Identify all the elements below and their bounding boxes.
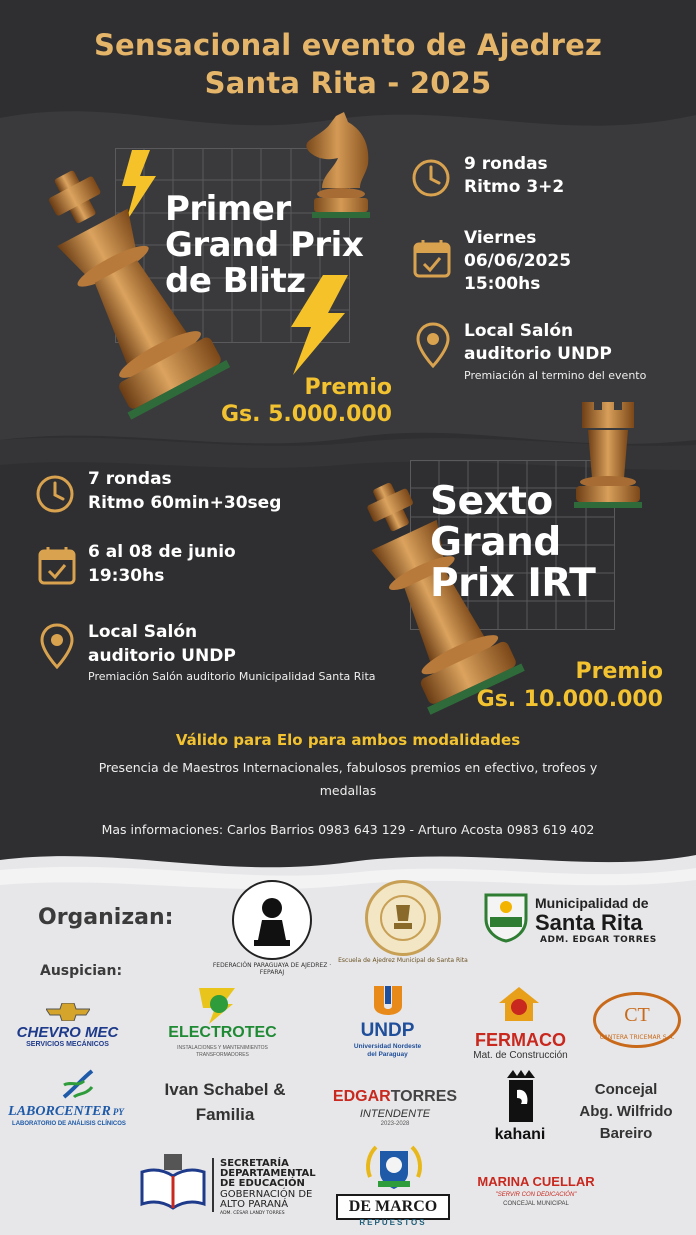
dna-icon bbox=[56, 1067, 100, 1101]
escuela-logo bbox=[338, 880, 468, 964]
irt-venue-line-2: auditorio UNDP bbox=[88, 646, 236, 666]
header-line-1: Sensacional evento de Ajedrez bbox=[93, 28, 603, 62]
trophy-icon bbox=[368, 883, 438, 953]
kahani-logo bbox=[503, 1068, 539, 1126]
location-pin-icon bbox=[416, 322, 450, 368]
blitz-title-line-1: Primer bbox=[165, 189, 291, 229]
blitz-prize-amount: Gs. 5.000.000 bbox=[220, 402, 392, 427]
concejal-line-2: Abg. Wilfrido bbox=[579, 1103, 673, 1120]
blitz-prize-label: Premio bbox=[304, 375, 392, 400]
feparaj-logo bbox=[212, 880, 332, 976]
escuela-text: Escuela de Ajedrez Municipal de Santa Rita bbox=[338, 957, 468, 964]
municipalidad-line-1: Municipalidad de bbox=[535, 895, 649, 911]
secretaria-line-4: GOBERNACIÓN DE bbox=[220, 1189, 313, 1200]
irt-rhythm: Ritmo 60min+30seg bbox=[88, 493, 282, 513]
de-marco-logo bbox=[364, 1143, 424, 1195]
concejal-line-1: Concejal bbox=[594, 1081, 658, 1098]
chess-pawn-icon bbox=[234, 882, 310, 958]
chevro-mec-name: CHEVRO MEC bbox=[16, 1024, 119, 1041]
municipalidad-line-3: ADM. EDGAR TORRES bbox=[540, 935, 657, 945]
ivan-schabel-line-1: Ivan Schabel & bbox=[164, 1080, 286, 1099]
house-icon bbox=[497, 985, 541, 1023]
sponsors-label: Auspician: bbox=[40, 963, 123, 979]
chevro-mec-sub: SERVICIOS MECÁNICOS bbox=[26, 1041, 109, 1048]
secretaria-divider bbox=[212, 1158, 214, 1212]
irt-title-line-3: Prix IRT bbox=[430, 561, 596, 606]
ivan-schabel-line-2: Familia bbox=[195, 1105, 255, 1124]
undp-emblem bbox=[370, 982, 406, 1018]
irt-prize-amount: Gs. 10.000.000 bbox=[476, 687, 663, 712]
blitz-date: 06/06/2025 bbox=[464, 251, 572, 271]
marina-cuellar-role: CONCEJAL MUNICIPAL bbox=[503, 1201, 569, 1207]
laborcenter-logo bbox=[56, 1067, 100, 1101]
chess-rook-icon bbox=[572, 400, 644, 512]
blitz-rounds: 9 rondas bbox=[464, 154, 548, 174]
clock-icon bbox=[35, 474, 75, 514]
blitz-venue-line-1: Local Salón bbox=[464, 321, 574, 341]
clock-icon bbox=[411, 158, 451, 198]
secretaria-line-6: ADM. CÉSAR LANDY TORRES bbox=[220, 1211, 285, 1216]
kahani-knight-icon bbox=[503, 1068, 539, 1126]
chevrolet-bowtie-logo bbox=[46, 1003, 90, 1021]
elo-note: Válido para Elo para ambos modalidades bbox=[175, 731, 521, 749]
open-book-icon bbox=[140, 1152, 206, 1212]
chess-knight-icon bbox=[300, 112, 380, 222]
electric-bolt-icon bbox=[193, 986, 241, 1026]
undp-sub-2: del Paraguay bbox=[367, 1051, 408, 1058]
secretaria-line-3: DE EDUCACIÓN bbox=[220, 1178, 305, 1189]
laborcenter-name-text: LABORCENTER bbox=[8, 1104, 111, 1119]
laborcenter-py: PY bbox=[112, 1107, 124, 1117]
secretaria-line-5: ALTO PARANÁ bbox=[220, 1199, 289, 1210]
organizers-label: Organizan: bbox=[38, 905, 174, 930]
laborcenter-name bbox=[6, 1104, 126, 1120]
blitz-time: 15:00hs bbox=[464, 274, 541, 294]
fermaco-sub: Mat. de Construcción bbox=[473, 1050, 568, 1061]
electrotec-name: ELECTROTEC bbox=[168, 1024, 277, 1041]
secretaria-logo bbox=[140, 1152, 206, 1212]
concejal-line-3: Bareiro bbox=[599, 1125, 653, 1142]
blitz-day: Viernes bbox=[464, 228, 537, 248]
blitz-venue-line-2: auditorio UNDP bbox=[464, 344, 612, 364]
irt-prize-label: Premio bbox=[575, 659, 663, 684]
irt-dates: 6 al 08 de junio bbox=[88, 542, 236, 562]
edgar-last: TORRES bbox=[390, 1088, 458, 1105]
electrotec-sub-1: INSTALACIONES Y MANTENIMIENTOS bbox=[177, 1045, 268, 1051]
presence-line-1: Presencia de Maestros Internacionales, fabulosos premios en efectivo, trofeos y bbox=[98, 760, 598, 775]
electrotec-sub-2: TRANSFORMADORES bbox=[196, 1052, 249, 1058]
de-marco-plate bbox=[336, 1194, 450, 1220]
blitz-title-line-3: de Blitz bbox=[165, 261, 306, 301]
marina-cuellar-motto: "SERVIR CON DEDICACIÓN" bbox=[495, 1192, 577, 1198]
ct-monogram-icon: CT bbox=[624, 1004, 650, 1026]
de-marco-sub: REPUESTOS bbox=[359, 1218, 427, 1227]
irt-rounds: 7 rondas bbox=[88, 469, 172, 489]
de-marco-name: DE MARCO bbox=[348, 1198, 438, 1215]
irt-time: 19:30hs bbox=[88, 566, 165, 586]
irt-venue-note: Premiación Salón auditorio Municipalidad Santa Rita bbox=[88, 670, 376, 683]
edgar-torres-term: 2023-2028 bbox=[380, 1121, 410, 1127]
shield-icon bbox=[482, 891, 530, 943]
laborcenter-sub: LABORATORIO DE ANÁLISIS CLÍNICOS bbox=[12, 1121, 126, 1127]
header-line-2: Santa Rita - 2025 bbox=[204, 66, 492, 100]
edgar-first: EDGAR bbox=[332, 1088, 391, 1105]
university-emblem-icon bbox=[370, 982, 406, 1018]
blitz-rhythm: Ritmo 3+2 bbox=[464, 177, 565, 197]
undp-sub-1: Universidad Nordeste bbox=[353, 1043, 422, 1050]
contact-info: Mas informaciones: Carlos Barrios 0983 643 129 - Arturo Acosta 0983 619 402 bbox=[101, 822, 595, 837]
edgar-torres-role: INTENDENTE bbox=[359, 1108, 431, 1120]
fermaco-name: FERMACO bbox=[475, 1030, 566, 1050]
bowtie-icon bbox=[46, 1003, 90, 1021]
municipalidad-line-2: Santa Rita bbox=[535, 910, 643, 935]
feparaj-text: FEDERACIÓN PARAGUAYA DE AJEDREZ · FEPARAJ bbox=[212, 962, 332, 976]
electrotec-logo bbox=[193, 986, 241, 1026]
blitz-title-line-2: Grand Prix bbox=[165, 225, 364, 265]
irt-title-line-1: Sexto bbox=[430, 479, 553, 524]
location-pin-icon bbox=[40, 623, 74, 669]
kahani-name: kahani bbox=[494, 1126, 546, 1143]
cantera-name: CANTERA TRICEMAR S.A. bbox=[599, 1034, 675, 1041]
edgar-torres-name bbox=[325, 1088, 465, 1106]
calendar-icon bbox=[413, 238, 451, 278]
presence-line-2: medallas bbox=[319, 783, 377, 798]
secretaria-line-2: DEPARTAMENTAL bbox=[220, 1168, 316, 1179]
undp-name: UNDP bbox=[360, 1020, 415, 1041]
blitz-venue-note: Premiación al termino del evento bbox=[464, 369, 647, 382]
secretaria-line-1: SECRETARÍA bbox=[220, 1158, 289, 1169]
marina-cuellar-name: MARINA CUELLAR bbox=[477, 1174, 595, 1189]
cantera-tricemar-logo bbox=[593, 992, 681, 1048]
calendar-icon bbox=[38, 545, 76, 585]
irt-venue-line-1: Local Salón bbox=[88, 622, 198, 642]
municipalidad-shield-logo bbox=[482, 891, 530, 943]
laurel-crest-icon bbox=[364, 1143, 424, 1195]
irt-title-line-2: Grand bbox=[430, 520, 561, 565]
fermaco-logo bbox=[497, 985, 541, 1023]
